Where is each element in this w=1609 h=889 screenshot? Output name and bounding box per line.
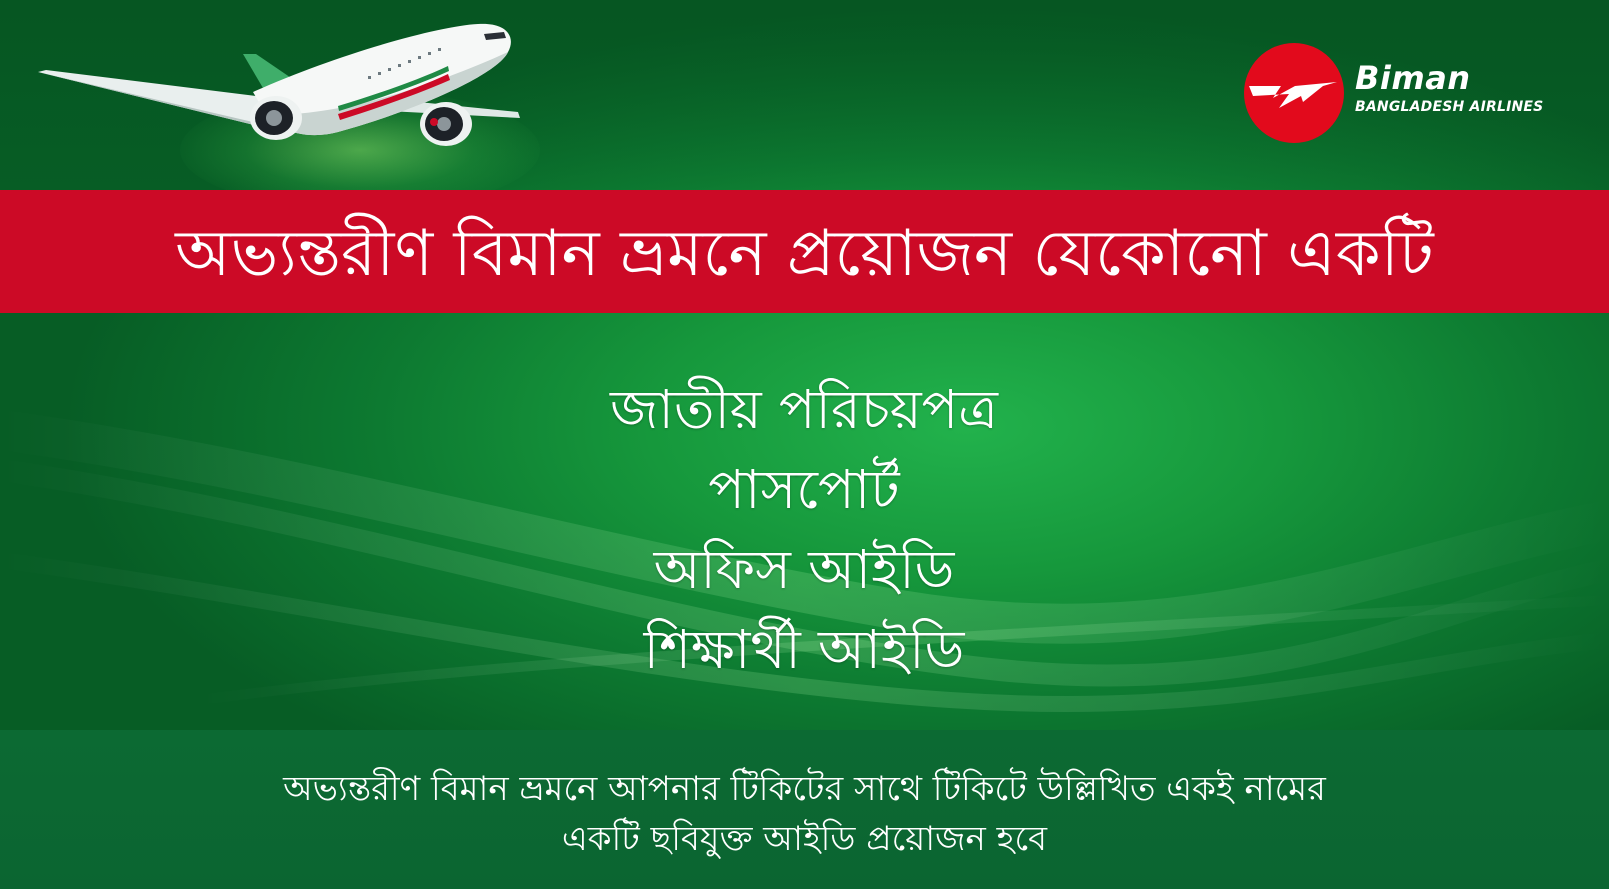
footer-notice-line-2: একটি ছবিযুক্ত আইডি প্রয়োজন হবে	[561, 819, 1048, 859]
brand-name: Biman	[1355, 59, 1471, 97]
airplane-icon	[38, 14, 538, 164]
list-item: শিক্ষার্থী আইডি	[643, 618, 965, 681]
red-banner	[0, 190, 1609, 313]
list-item: পাসপোর্ট	[708, 458, 900, 521]
footer-band	[0, 730, 1609, 889]
banner-heading: অভ্যন্তরীণ বিমান ভ্রমনে প্রয়োজন যেকোনো একটি	[175, 216, 1434, 291]
id-options-list	[404, 370, 1204, 690]
brand-logo	[1243, 42, 1583, 148]
footer-notice-line-1: অভ্যন্তরীণ বিমান ভ্রমনে আপনার টিকিটের সাথে টিকিটে উল্লিখিত একই নামের	[283, 769, 1326, 809]
list-item: অফিস আইডি	[653, 538, 955, 601]
biman-logo-icon	[1243, 42, 1345, 144]
brand-subtitle: BANGLADESH AIRLINES	[1355, 99, 1544, 115]
list-item: জাতীয় পরিচয়পত্র	[609, 378, 998, 441]
